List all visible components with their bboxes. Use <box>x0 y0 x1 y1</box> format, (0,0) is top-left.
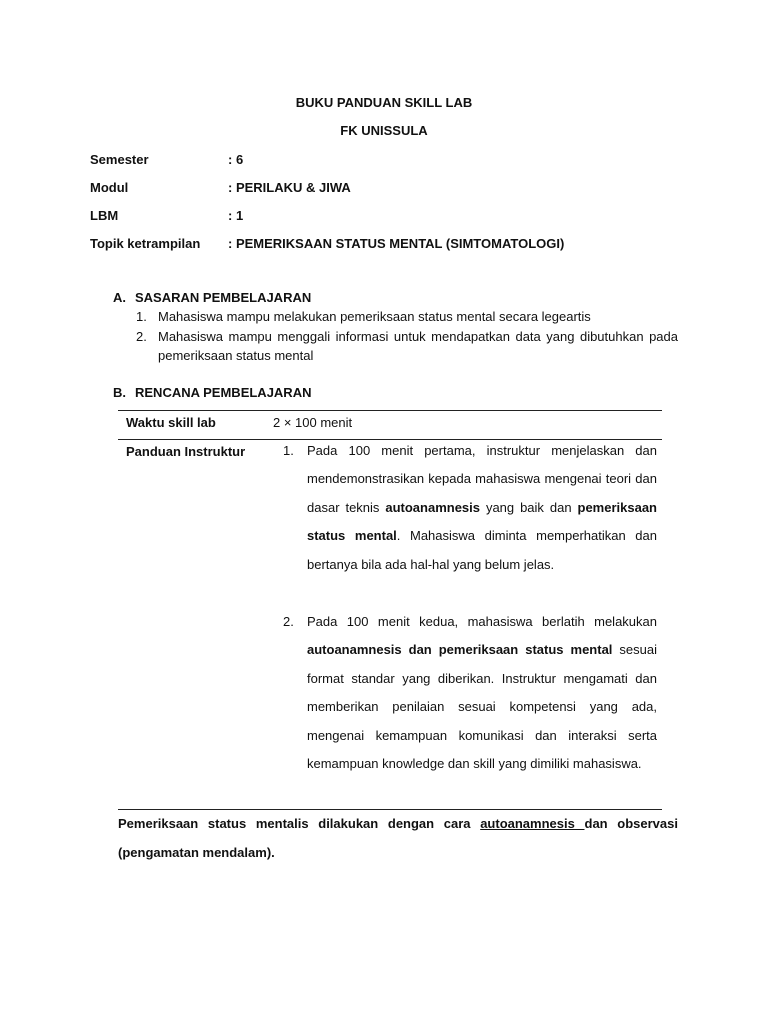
objective-item-2 <box>136 327 678 365</box>
step-text-part: . Mahasiswa diminta memperhatikan dan bertanya bila ada hal-hal yang belum jelas. <box>307 528 658 572</box>
closing-text-part: dan observasi (pengamatan mendalam). <box>118 816 678 860</box>
section-a-letter: A. <box>113 290 126 305</box>
table-value-waktu: 2 × 100 menit <box>273 415 353 430</box>
step-number: 2. <box>283 614 294 629</box>
meta-label-modul: Modul <box>90 180 129 195</box>
section-b-heading <box>113 385 311 400</box>
section-b-letter: B. <box>113 385 126 400</box>
objective-text: Mahasiswa mampu menggali informasi untuk mendapatkan data yang dibutuhkan pada pemeriksaan status mental <box>158 329 678 363</box>
step-bold-term: autoanamnesis <box>385 499 481 515</box>
table-label-panduan: Panduan Instruktur <box>126 444 246 459</box>
instruction-step-1 <box>283 437 657 579</box>
table-label-waktu: Waktu skill lab <box>126 415 216 430</box>
meta-label-semester: Semester <box>90 152 149 167</box>
table-top-border <box>118 410 662 411</box>
step-bold-term: pemeriksaan status mental <box>307 499 657 544</box>
section-a-title: SASARAN PEMBELAJARAN <box>135 290 312 305</box>
objective-number: 2. <box>136 329 147 344</box>
step-text-part: yang baik dan <box>480 499 578 515</box>
closing-text-part: Pemeriksaan status mentalis dilakukan dengan cara <box>118 816 481 831</box>
step-text-part: Pada 100 menit kedua, mahasiswa berlatih melakukan <box>307 614 657 629</box>
objective-text: Mahasiswa mampu melakukan pemeriksaan status mental secara legeartis <box>158 309 591 324</box>
section-b-title: RENCANA PEMBELAJARAN <box>135 385 312 400</box>
step-bold-term: autoanamnesis dan pemeriksaan status mental <box>307 642 613 658</box>
meta-value-lbm: : 1 <box>228 208 244 223</box>
closing-paragraph <box>118 809 678 867</box>
section-a-heading <box>113 290 311 305</box>
step-text <box>307 437 657 579</box>
meta-value-topik: : PEMERIKSAAN STATUS MENTAL (SIMTOMATOLOGI) <box>228 236 565 251</box>
step-text-part: sesuai format standar yang diberikan. Instruktur mengamati dan memberikan penilaian sesuai kompetensi yang ada, mengenai kemampuan komunikasi dan interaksi serta kemampuan knowledge dan skill yang dimiliki mahasiswa. <box>307 642 657 772</box>
doc-title: BUKU PANDUAN SKILL LAB <box>295 95 473 110</box>
objective-number: 1. <box>136 309 147 324</box>
step-text <box>307 608 657 778</box>
doc-subtitle: FK UNISSULA <box>340 123 428 138</box>
instruction-step-2 <box>283 608 657 778</box>
step-text-part: Pada 100 menit pertama, instruktur menjelaskan dan mendemonstrasikan kepada mahasiswa mengenai teori dan dasar teknis <box>307 443 657 515</box>
closing-underlined-term: autoanamnesis <box>480 816 585 831</box>
objective-item-1 <box>136 307 678 326</box>
meta-label-topik: Topik ketrampilan <box>90 236 201 251</box>
meta-value-modul: : PERILAKU & JIWA <box>228 180 351 195</box>
meta-value-semester: : 6 <box>228 152 244 167</box>
step-number: 1. <box>283 443 294 458</box>
meta-label-lbm: LBM <box>90 208 119 223</box>
